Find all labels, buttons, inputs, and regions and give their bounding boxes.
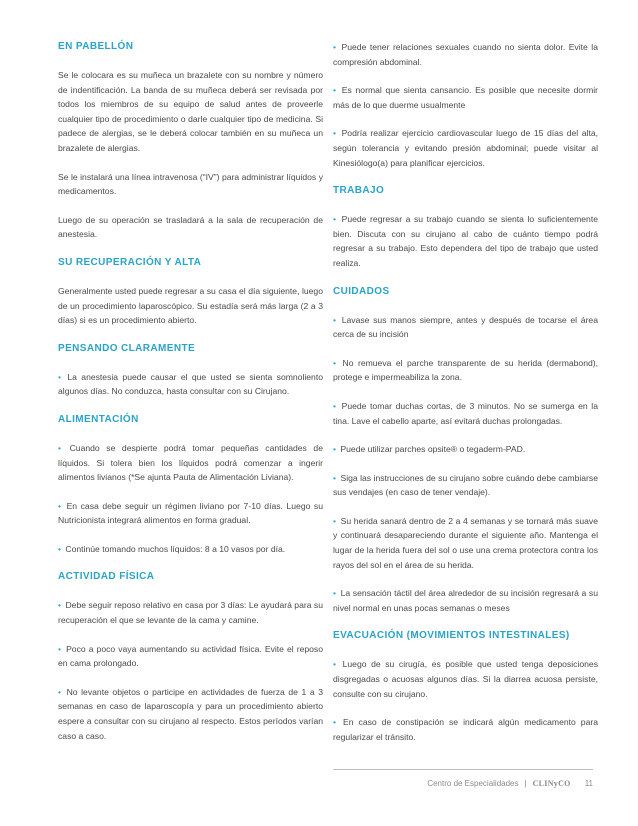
paragraph-text: Luego de su operación se trasladará a la sala de recuperación de anestesia.: [58, 214, 323, 240]
bullet-item: [333, 715, 598, 744]
paragraph-text: Lavase sus manos siempre, antes y después de tocarse el área cerca de su incisión: [333, 314, 598, 340]
bullet-icon: •: [58, 543, 62, 554]
bullet-icon: •: [58, 442, 62, 453]
footer-separator: |: [524, 779, 527, 788]
paragraph-text: Continúe tomando muchos líquidos: 8 a 10 vasos por día.: [65, 543, 286, 554]
bullet-item: [58, 542, 323, 557]
paragraph-text: Puede tomar duchas cortas, de 3 minutos. No se sumerga en la tina. Lave el cabello aparte, así evitará duchas prolongadas.: [333, 400, 598, 426]
bullet-icon: •: [333, 659, 337, 670]
bullet-item: [333, 212, 598, 270]
bullet-icon: •: [333, 515, 337, 526]
footer-divider: [333, 769, 593, 770]
section-heading: CUIDADOS: [333, 285, 390, 297]
bullet-icon: •: [58, 686, 62, 697]
bullet-item: [333, 657, 598, 701]
bullet-icon: •: [58, 500, 62, 511]
bullet-icon: •: [58, 600, 62, 611]
page-number: 11: [584, 779, 593, 788]
bullet-item: [58, 441, 323, 485]
bullet-item: [58, 685, 323, 743]
paragraph-text: Cuando se despierte podrá tomar pequeñas cantidades de líquidos. Si tolera bien los líquidos podrá comenzar a ingerir alimentos livianos (*Se ajunta Pauta de Alimentación Liviana).: [58, 442, 323, 483]
page-footer: [427, 779, 593, 788]
section-cuidados: [333, 285, 598, 616]
section-trabajo: [333, 184, 598, 270]
section-heading: EVACUACIÓN (MOVIMIENTOS INTESTINALES): [333, 630, 570, 642]
section-heading: ALIMENTACIÓN: [58, 413, 139, 425]
paragraph-text: Se le instalará una línea intravenosa (“IV”) para administrar líquidos y medicamentos.: [58, 171, 323, 197]
bullet-item: [333, 586, 598, 615]
bullet-icon: •: [333, 128, 337, 139]
bullet-icon: •: [333, 214, 337, 225]
paragraph-text: No remueva el parche transparente de su herida (dermabond), protege e impermeabiliza la zona.: [333, 357, 599, 383]
paragraph: [58, 213, 323, 242]
paragraph-text: Puede regresar a su trabajo cuando se sienta lo suficientemente bien. Discuta con su cirujano al cabo de cuánto tiempo podrá regresar a su trabajo. Esto dependera del tipo de trabajo que usted realiza.: [333, 214, 598, 268]
paragraph-text: En casa debe seguir un régimen liviano por 7-10 días. Luego su Nutricionista integrará alimentos en forma gradual.: [58, 500, 324, 526]
section-continued: [333, 40, 598, 170]
paragraph-text: Debe seguir reposo relativo en casa por 3 días: Le ayudará para su recuperación el que se levante de la cama y camine.: [58, 600, 324, 626]
bullet-icon: •: [333, 444, 337, 455]
paragraph-text: En caso de constipación se indicará algún medicamento para regularizar el tránsito.: [333, 717, 598, 742]
paragraph-text: Su herida sanará dentro de 2 a 4 semanas y se tornará más suave y continuará desapareciendo durante el siguiente año. Mantenga el lugar de la herida fuera del sol o use una crema protectora contra los rayos del sol en el área de su herida.: [333, 515, 599, 570]
paragraph-text: Podría realizar ejercicio cardiovascular luego de 15 días del alta, según tolerancia y evitando presión abdominal; puede visitar al Kinesiólogo(a) para planificar ejercicios.: [333, 128, 598, 168]
footer-brand-logo: CLINyCO: [532, 779, 571, 788]
footer-center-name: Centro de Especialidades: [427, 779, 519, 788]
section-pensando-claramente: [58, 342, 323, 399]
bullet-item: [333, 83, 598, 112]
paragraph-text: Es normal que sienta cansancio. Es posible que necesite dormir más de lo que duerme usualmente: [333, 85, 599, 110]
section-heading: EN PABELLÓN: [58, 41, 134, 52]
section-evacuacion-movimientos-intestinales: [333, 629, 598, 744]
bullet-item: [58, 370, 323, 399]
paragraph-text: Generalmente usted puede regresar a su casa el día siguiente, luego de un procedimiento laparoscópico. Su estadía será más larga (2 a 3 días) si es un procedimiento abierto.: [58, 285, 323, 326]
paragraph-text: Luego de su cirugía, es posible que usted tenga deposiciones disgregadas o acuosas algunos días. Si la diarrea acuosa persiste, consulte con su cirujano.: [333, 659, 598, 699]
bullet-item: [333, 471, 598, 500]
paragraph-text: Poco a poco vaya aumentando su actividad física. Evite el reposo en cama prolongado.: [58, 643, 324, 669]
section-heading: ACTIVIDAD FÍSICA: [58, 571, 155, 583]
paragraph-text: Puede tener relaciones sexuales cuando no sienta dolor. Evite la compresión abdominal.: [333, 42, 598, 67]
bullet-icon: •: [58, 643, 62, 654]
paragraph-text: La anestesia puede causar el que usted se sienta somnoliento algunos días. No conduzca, hasta consultar con su Cirujano.: [58, 371, 323, 397]
right-column: [333, 40, 598, 758]
section-en-pabellon: [58, 40, 323, 242]
paragraph: [58, 284, 323, 328]
bullet-icon: •: [333, 42, 337, 52]
paragraph-text: Se le colocara es su muñeca un brazalete con su nombre y número de indentificación. La banda de su muñeca deberá ser revisada por todos los miembros de su equipo de salud antes de proveerle cualquier tipo de procedimiento o darle cualquier tipo de medicina. Si padece de alergias, se le deberá colocar también en su muñeca un brazalete de alergias.: [58, 70, 323, 153]
bullet-icon: •: [333, 314, 337, 325]
paragraph-text: No levante objetos o participe en actividades de fuerza de 1 a 3 semanas en caso de laparoscopía y para un procedimiento abierto espere a consultar con su cirujano al respecto. Estos períodos varían caso a caso.: [58, 686, 324, 741]
section-su-recuperacion-y-alta: [58, 256, 323, 328]
bullet-item: [333, 313, 598, 342]
section-alimentacion: [58, 413, 323, 557]
paragraph-text: La sensación táctil del área alrededor de su incisión regresará a su nivel normal en unas pocas semanas o meses: [333, 588, 598, 613]
bullet-icon: •: [333, 472, 337, 483]
bullet-item: [333, 40, 598, 69]
bullet-icon: •: [333, 400, 337, 411]
paragraph-text: Siga las instrucciones de su cirujano sobre cuándo debe cambiarse sus vendajes (en caso de tener vendaje).: [333, 472, 598, 498]
bullet-icon: •: [333, 85, 337, 96]
paragraph: [58, 170, 323, 199]
bullet-item: [333, 356, 598, 385]
section-heading: TRABAJO: [333, 185, 385, 197]
bullet-item: [333, 399, 598, 428]
bullet-item: [333, 126, 598, 170]
section-heading: PENSANDO CLARAMENTE: [58, 342, 196, 354]
section-heading: SU RECUPERACIÓN Y ALTA: [58, 256, 202, 268]
bullet-item: [58, 642, 323, 671]
bullet-icon: •: [333, 588, 337, 599]
bullet-icon: •: [333, 717, 337, 728]
paragraph: [58, 68, 323, 156]
bullet-icon: •: [333, 357, 337, 368]
bullet-item: [333, 442, 598, 457]
bullet-icon: •: [58, 371, 62, 382]
bullet-item: [333, 514, 598, 572]
bullet-item: [58, 598, 323, 627]
section-actividad-fisica: [58, 570, 323, 743]
left-column: [58, 40, 323, 757]
paragraph-text: Puede utilizar parches opsite® o tegaderm-PAD.: [340, 444, 526, 455]
bullet-item: [58, 499, 323, 528]
